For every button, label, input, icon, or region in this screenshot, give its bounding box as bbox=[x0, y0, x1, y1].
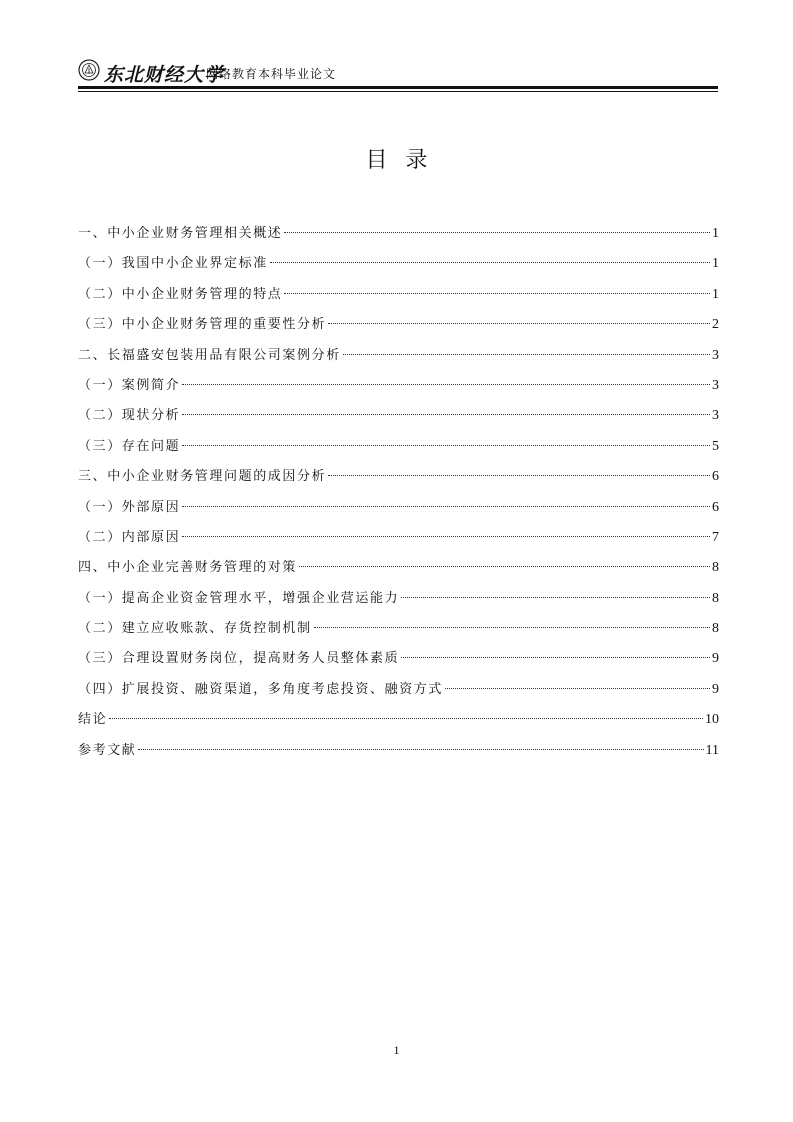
toc-entry-title: 四、中小企业完善财务管理的对策 bbox=[78, 560, 298, 576]
toc-entry-title: （一）我国中小企业界定标准 bbox=[78, 256, 268, 272]
toc-entry-title: 结论 bbox=[78, 712, 108, 728]
toc-entry[interactable] bbox=[78, 222, 719, 252]
header-subtitle: 网络教育本科毕业论文 bbox=[206, 67, 337, 81]
toc-dot-leader bbox=[299, 566, 710, 567]
toc-entry-title: （三）存在问题 bbox=[78, 438, 181, 454]
toc-dot-leader bbox=[401, 657, 710, 658]
toc-dot-leader bbox=[343, 354, 710, 355]
toc-dot-leader bbox=[401, 597, 710, 598]
toc-dot-leader bbox=[284, 232, 710, 233]
toc-entry-title: （二）中小企业财务管理的特点 bbox=[78, 286, 283, 302]
toc-entry-page: 2 bbox=[712, 317, 719, 333]
toc-entry-page: 1 bbox=[712, 226, 719, 241]
toc-entry[interactable] bbox=[78, 708, 719, 738]
toc-dot-leader bbox=[445, 688, 710, 689]
toc-entry-page: 8 bbox=[712, 560, 719, 576]
toc-entry-title: （三）中小企业财务管理的重要性分析 bbox=[78, 317, 327, 333]
toc-entry-title: （四）扩展投资、融资渠道，多角度考虑投资、融资方式 bbox=[78, 681, 444, 697]
toc-entry[interactable] bbox=[78, 587, 719, 617]
toc-entry[interactable] bbox=[78, 283, 719, 313]
toc-dot-leader bbox=[182, 445, 710, 446]
toc-dot-leader bbox=[182, 384, 710, 385]
toc-dot-leader bbox=[182, 414, 710, 415]
toc-dot-leader bbox=[109, 718, 703, 719]
university-seal-icon bbox=[78, 59, 100, 81]
toc-dot-leader bbox=[314, 627, 710, 628]
toc-entry-page: 1 bbox=[712, 286, 719, 302]
toc-entry-page: 5 bbox=[712, 438, 719, 454]
toc-entry-page: 6 bbox=[712, 469, 719, 485]
toc-entry-page: 3 bbox=[712, 347, 719, 363]
toc-entry-title: （一）提高企业资金管理水平，增强企业营运能力 bbox=[78, 590, 400, 606]
toc-entry-page: 8 bbox=[712, 590, 719, 606]
page-header bbox=[78, 56, 718, 86]
toc-entry-page: 3 bbox=[712, 408, 719, 424]
toc-dot-leader bbox=[284, 293, 710, 294]
toc-entry-page: 10 bbox=[705, 712, 719, 728]
toc-entry-page: 11 bbox=[705, 742, 719, 758]
header-rule-thick bbox=[78, 86, 718, 89]
university-logo-text: 东北财经大学 bbox=[104, 64, 225, 86]
table-of-contents bbox=[78, 222, 719, 769]
toc-entry[interactable] bbox=[78, 435, 719, 465]
toc-entry[interactable] bbox=[78, 404, 719, 434]
toc-entry-title: 参考文献 bbox=[78, 742, 137, 758]
header-rule-thin bbox=[78, 91, 718, 92]
toc-title: 目录 bbox=[365, 148, 446, 173]
toc-entry[interactable] bbox=[78, 496, 719, 526]
toc-entry-title: （一）案例简介 bbox=[78, 377, 181, 393]
toc-dot-leader bbox=[328, 475, 710, 476]
toc-entry[interactable] bbox=[78, 647, 719, 677]
toc-entry[interactable] bbox=[78, 739, 719, 769]
toc-entry[interactable] bbox=[78, 313, 719, 343]
toc-dot-leader bbox=[182, 506, 710, 507]
toc-dot-leader bbox=[182, 536, 710, 537]
page-number: 1 bbox=[393, 1043, 400, 1057]
toc-entry[interactable] bbox=[78, 556, 719, 586]
toc-entry-title: （一）外部原因 bbox=[78, 499, 181, 515]
toc-entry-title: （二）内部原因 bbox=[78, 529, 181, 545]
toc-entry[interactable] bbox=[78, 617, 719, 647]
toc-entry-title: 二、长福盛安包装用品有限公司案例分析 bbox=[78, 347, 341, 363]
toc-entry[interactable] bbox=[78, 344, 719, 374]
toc-entry[interactable] bbox=[78, 526, 719, 556]
toc-entry-title: （三）合理设置财务岗位，提高财务人员整体素质 bbox=[78, 651, 400, 667]
toc-entry[interactable] bbox=[78, 252, 719, 282]
toc-entry-title: 三、中小企业财务管理问题的成因分析 bbox=[78, 469, 327, 485]
toc-entry-page: 9 bbox=[712, 651, 719, 667]
toc-entry-page: 3 bbox=[712, 377, 719, 393]
toc-entry-title: （二）建立应收账款、存货控制机制 bbox=[78, 621, 312, 637]
toc-entry[interactable] bbox=[78, 374, 719, 404]
toc-dot-leader bbox=[138, 749, 703, 750]
toc-entry-title: （二）现状分析 bbox=[78, 408, 181, 424]
toc-entry[interactable] bbox=[78, 465, 719, 495]
toc-dot-leader bbox=[328, 323, 710, 324]
toc-entry-page: 8 bbox=[712, 621, 719, 637]
toc-entry[interactable] bbox=[78, 678, 719, 708]
toc-entry-page: 9 bbox=[712, 681, 719, 697]
toc-entry-page: 1 bbox=[712, 256, 719, 272]
toc-entry-page: 7 bbox=[712, 529, 719, 545]
toc-entry-page: 6 bbox=[712, 499, 719, 515]
toc-dot-leader bbox=[270, 262, 710, 263]
toc-entry-title: 一、中小企业财务管理相关概述 bbox=[78, 226, 283, 241]
